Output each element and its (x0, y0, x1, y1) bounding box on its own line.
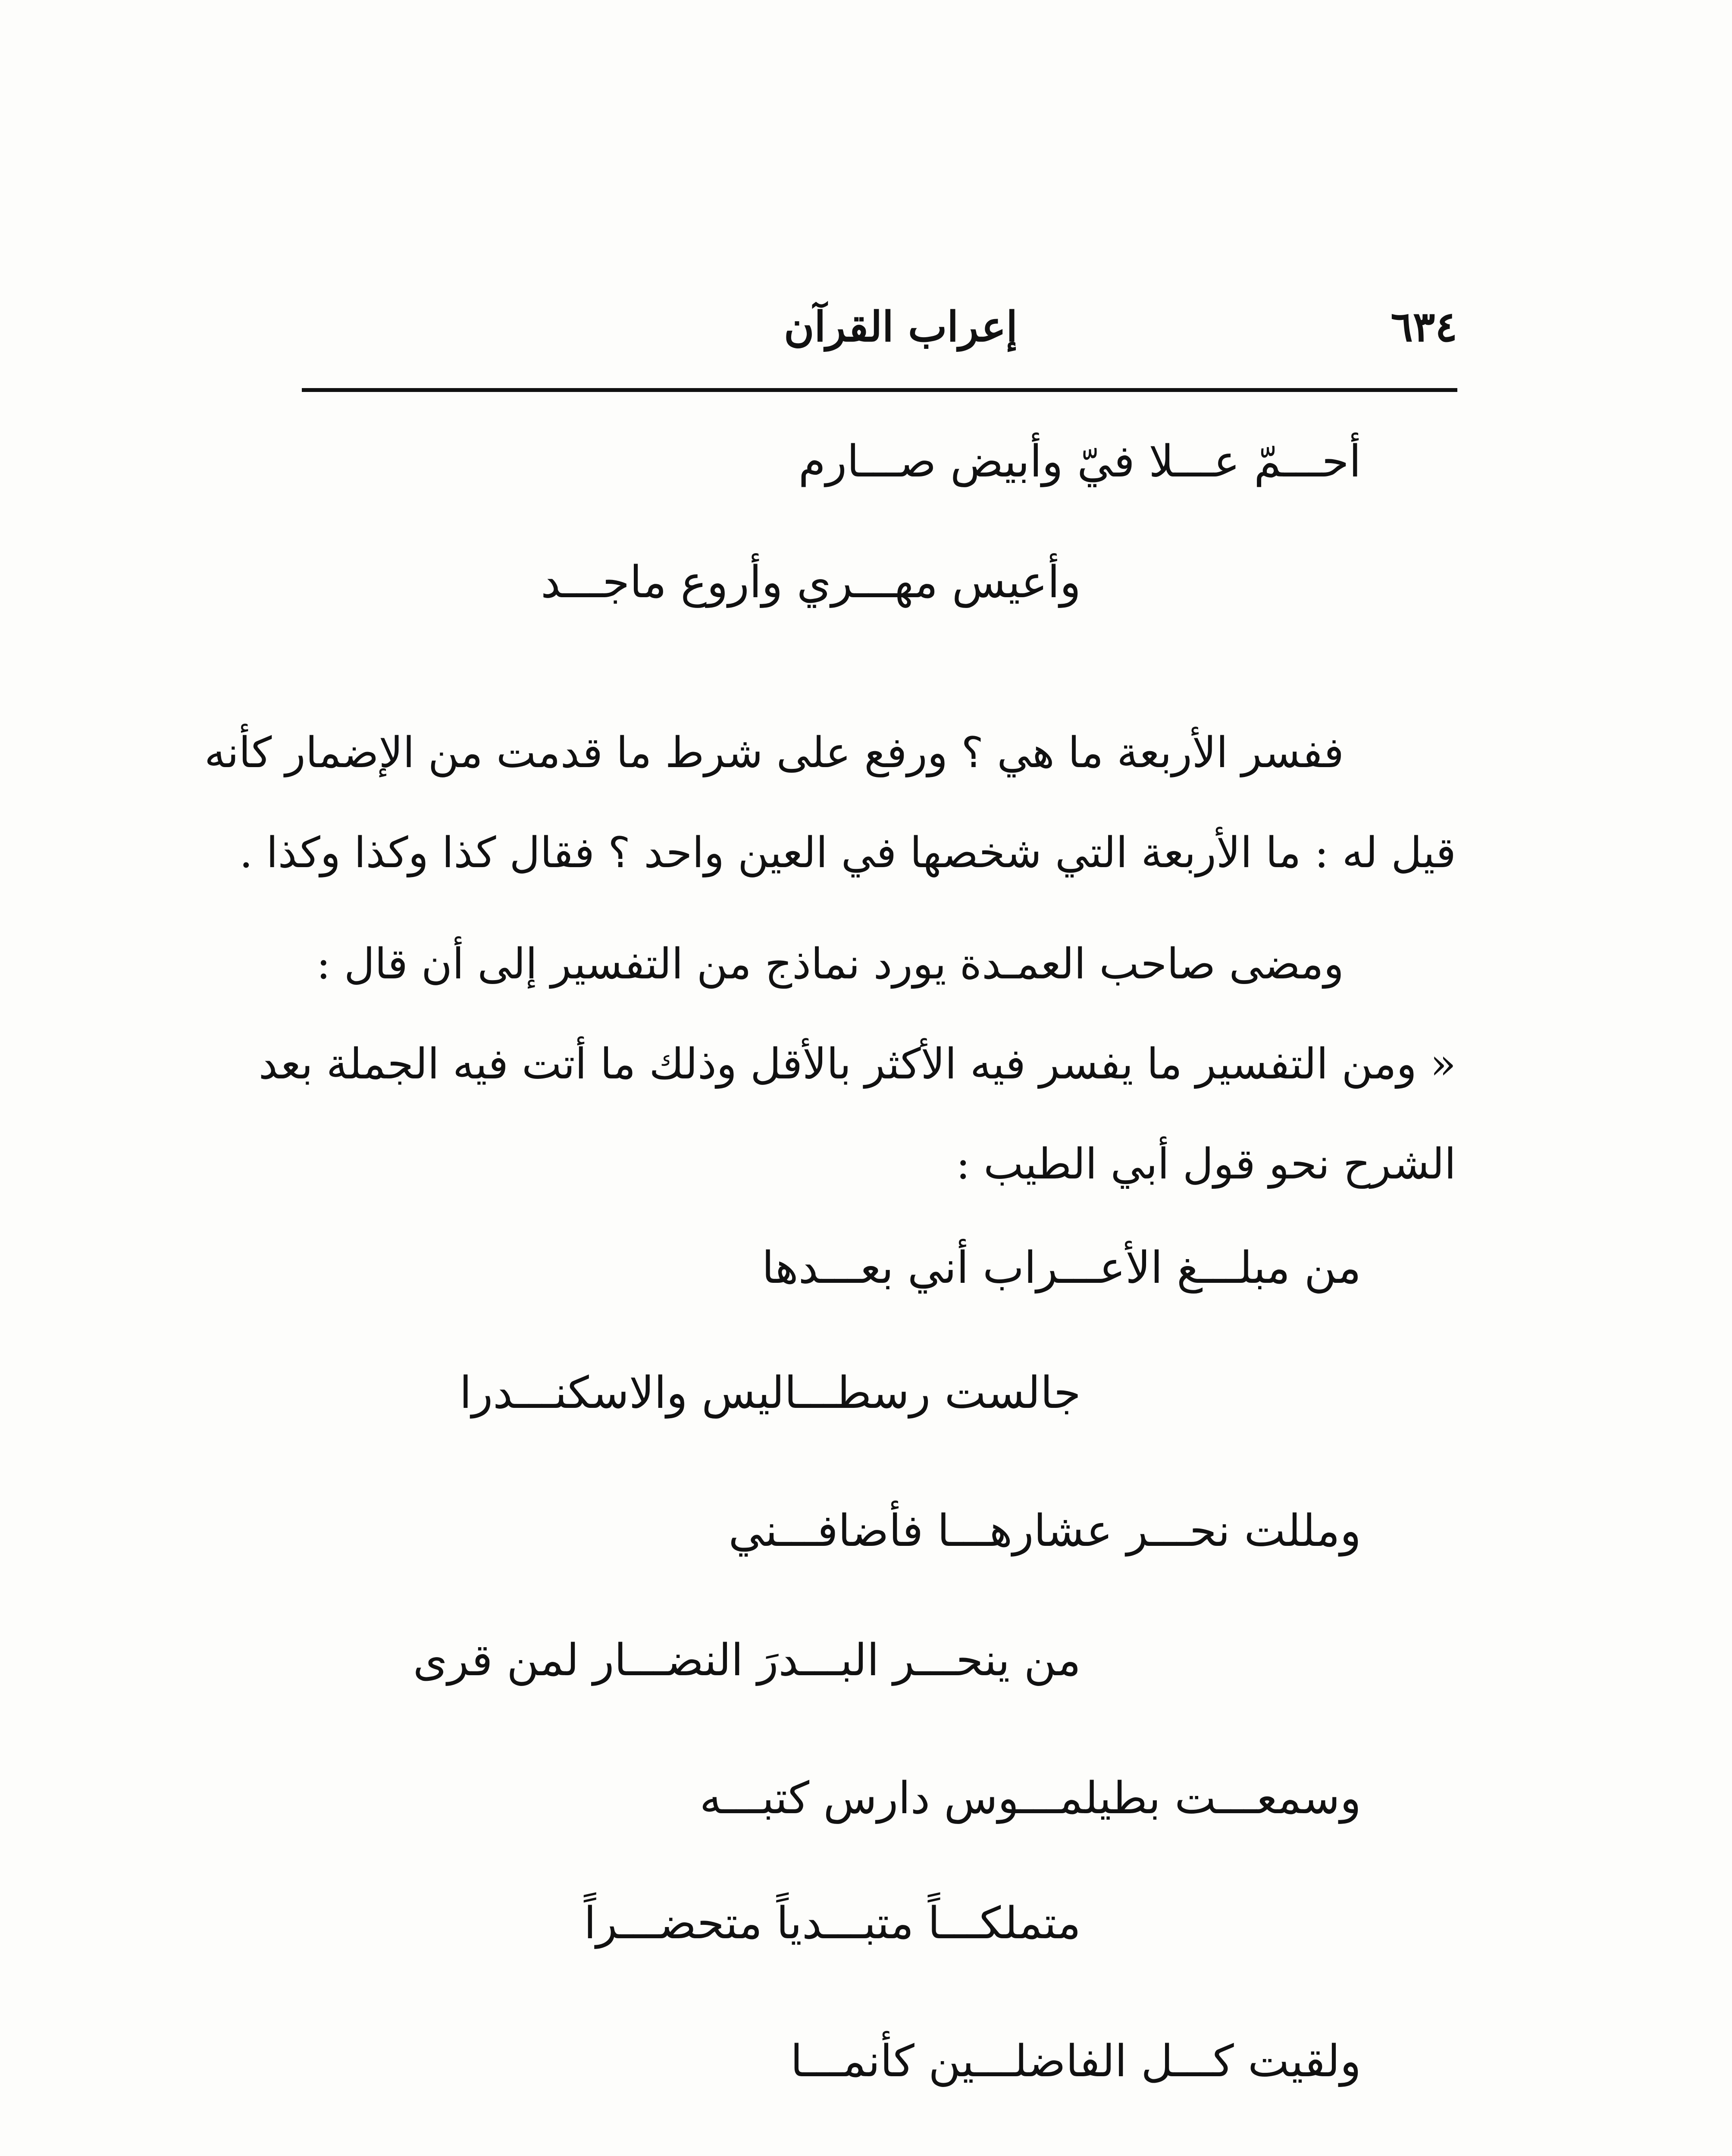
verse-line: أحـــمّ عـــلا فيّ وأبيض صـــارم (798, 436, 1361, 487)
verse-line: وسمعـــت بطيلمـــوس دارس كتبـــه (699, 1773, 1361, 1824)
verse-line: من ينحـــر البـــدرَ النضـــار لمن قرى (413, 1635, 1081, 1686)
paragraph-line: « ومن التفسير ما يفسر فيه الأكثر بالأقل وذلك ما أتت فيه الجملة بعد (258, 1040, 1456, 1089)
paragraph-line: ففسر الأربعة ما هي ؟ ورفع على شرط ما قدمت من الإضمار كأنه (204, 728, 1344, 777)
verse-line: من مبلـــغ الأعـــراب أني بعـــدها (761, 1242, 1361, 1294)
header-rule (302, 388, 1457, 392)
page-header (302, 298, 1457, 371)
verse-line: جالست رسطـــاليس والاسكنـــدرا (459, 1367, 1081, 1419)
page-number: ٦٣٤ (1391, 302, 1457, 351)
paragraph-2 (258, 914, 1456, 1214)
paragraph-line: الشرح نحو قول أبي الطيب : (956, 1140, 1456, 1189)
verse-line: ومللت نحـــر عشارهـــا فأضافـــني (728, 1505, 1361, 1557)
verse-line: متملكـــاً متبـــدياً متحضـــراً (584, 1898, 1081, 1949)
paragraph-line: قيل له : ما الأربعة التي شخصها في العين واحد ؟ فقال كذا وكذا وكذا . (239, 828, 1456, 877)
verse-line: وأعيس مهـــري وأروع ماجـــد (541, 557, 1081, 608)
running-title: إعراب القرآن (783, 302, 1018, 351)
paragraph-1 (204, 703, 1456, 903)
verse-line: ولقيت كـــل الفاضلـــين كأنمـــا (790, 2036, 1361, 2087)
paragraph-line: ومضى صاحب العمـدة يورد نماذج من التفسير إلى أن قال : (316, 940, 1344, 989)
